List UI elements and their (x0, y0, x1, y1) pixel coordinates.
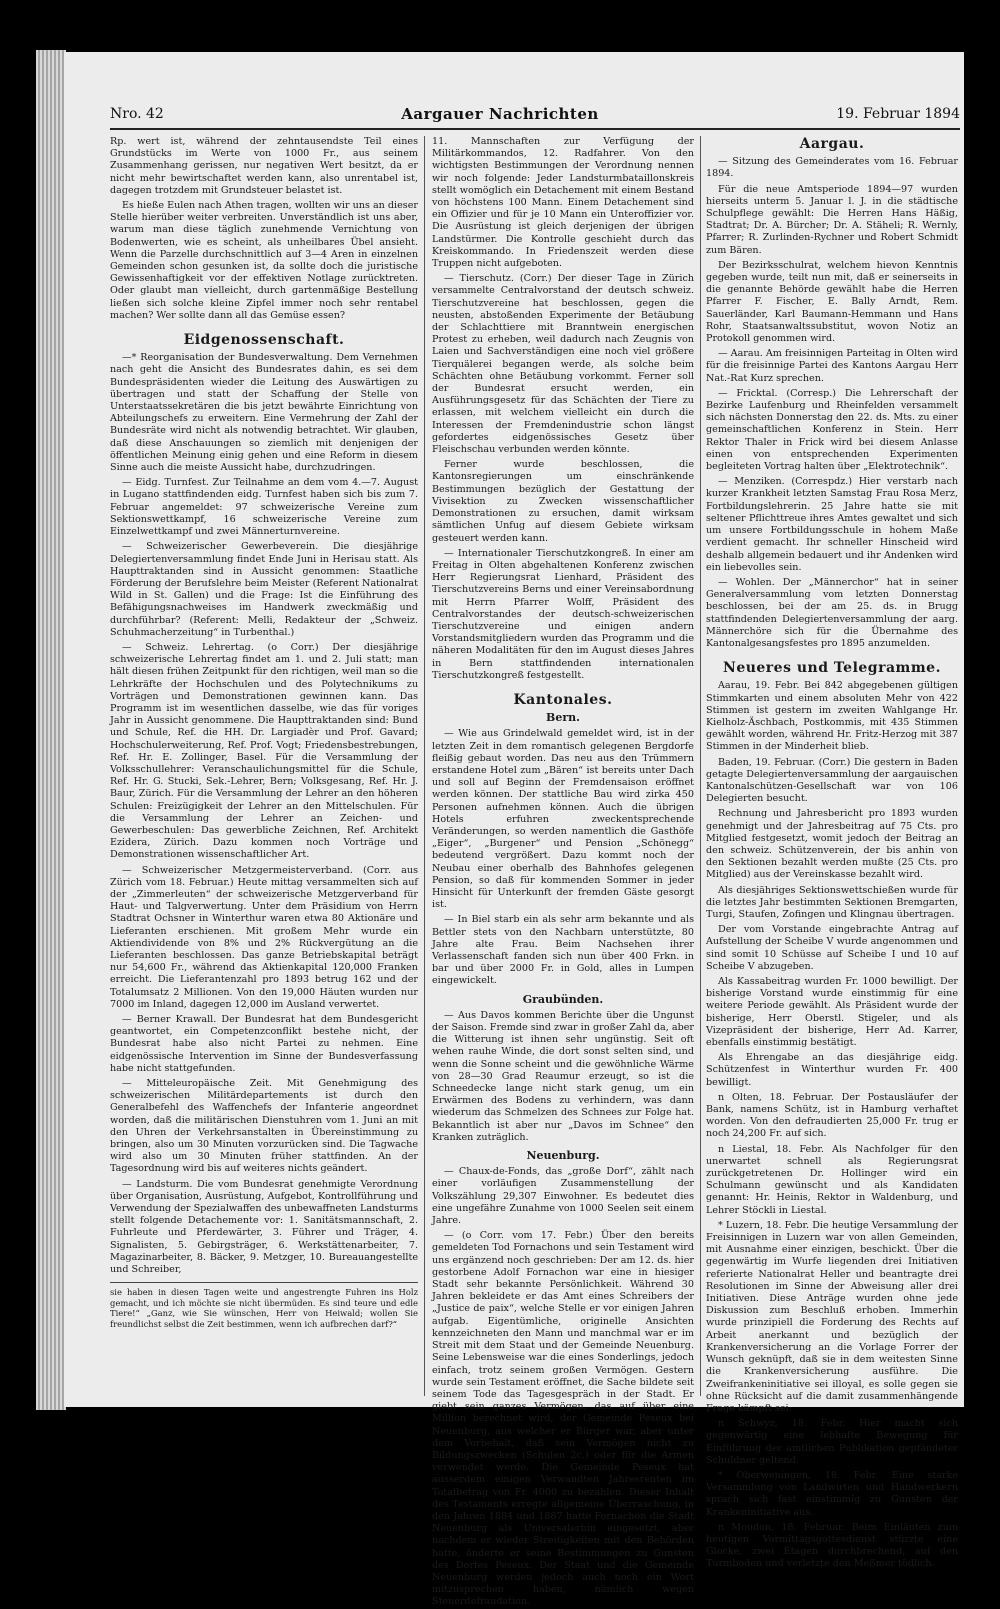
article-paragraph: * Luzern, 18. Febr. Die heutige Versammlung der Freisinnigen in Luzern war von allen Gemeinden, mit Ausnahme einer einzigen, beschickt. Über die gegenwärtig im Wurfe liegenden drei Initiativen referierte Nationalrat Heller und beantragte drei Resolutionen im Sinne der Abweisung aller drei Initiativen. Diese Anträge wurden ohne jede Diskussion zum Beschluß erhoben. Immerhin wurde prinzipiell die Forderung des Rechts auf Arbeit anerkannt und bezüglich der Krankenversicherung an die Vorlage Forrer der Wunsch geknüpft, daß sie in dem weitesten Sinne die Krankenversicherung ausführe. Die Zweifrankeninitiative sei illoyal, es solle gegen sie ohne Rücksicht auf die damit zusammenhängende Frage kämpft sei. (706, 1219, 958, 1414)
article-paragraph: — Aarau. Am freisinnigen Parteitag in Olten wird für die freisinnige Partei des Kantons Aargau Herr Nat.-Rat Kurz sprechen. (706, 348, 958, 384)
article-paragraph: — Aus Davos kommen Berichte über die Ungunst der Saison. Fremde sind zwar in großer Zahl da, aber die Witterung ist ihnen sehr ungünstig. Seit oft wehen rauhe Winde, die dort sonst selten sind, und wenn die Sonne scheint und die gewöhnliche Wärme von 28—30 Grad Reaumur erzeugt, so ist die Schneedecke lange nicht stark genug, um ein Erwärmen des Bodens zu verhindern, was dann wiederum das Schmelzen des Schnees zur Folge hat. Bekanntlich ist aber nur „Davos im Schnee“ den Kranken zuträglich. (432, 1009, 694, 1143)
article-paragraph: Es hieße Eulen nach Athen tragen, wollten wir uns an dieser Stelle hierüber weiter verbreiten. Unverständlich ist uns aber, warum man diese täglich zunehmende Vernichtung von Bodenwerten, wie es scheint, als unheilbares Übel ansieht. Wenn die Parzelle durchschnittlich auf 3—4 Aren in einzelnen Gemeinden schon gesunken ist, da sollte doch die juristische Gewissenhaftigkeit vor der effektiven Notlage zurücktreten. Oder glaubt man vielleicht, durch gartenmäßige Bestellung ließen sich solche kleine Zipfel immer noch sehr rentabel machen? Wer sollte dann all das Gemüse essen? (110, 200, 418, 321)
article-paragraph: — Wie aus Grindelwald gemeldet wird, ist in der letzten Zeit in dem romantisch gelegenen Bergdorfe fleißig gebaut worden. Das neu aus den Trümmern erstandene Hotel zum „Bären“ ist bereits unter Dach und soll auf Beginn der Fremdensaison eröffnet werden können. Der stattliche Bau wird zirka 450 Personen aufnehmen können. Auch die übrigen Hotels erfuhren zweckentsprechende Veränderungen, so werden namentlich die Gasthöfe „Eiger“, „Burgener“ und Pension „Schönegg“ bedeutend vergrößert. Dazu kommt noch der Neubau einer oberhalb des Bahnhofes gelegenen Pension, so daß für kommenden Sommer in jeder Hinsicht für Unterkunft der fremden Gäste gesorgt ist. (432, 728, 694, 911)
section-heading: Aargau. (799, 136, 865, 152)
article-paragraph: — Eidg. Turnfest. Zur Teilnahme an dem vom 4.—7. August in Lugano stattfindenden eidg. Turnfest haben sich bis zum 7. Februar angemeldet: 97 schweizerische Vereine zum Sektionswettkampf, 16 schweizerische Vereine zum Einzelwettkampf und zwei Männerturnvereine. (110, 477, 418, 538)
article-paragraph: * Oberweningen, 18. Febr. Eine starke Versammlung von Landwirten und Handwerkern sprach sich fast einstimmig zu Gunsten der Krankeninitiative aus. (706, 1469, 958, 1518)
article-paragraph: n Liestal, 18. Febr. Als Nachfolger für den unerwartet schnell als Regierungsrat zurückgetretenen Dr. Hollinger wird ein Schulmann gewünscht und als Kandidaten genannt: Hr. Heinis, Rektor in Waldenburg, und Lehrer Stöckli in Liestal. (706, 1143, 958, 1216)
feuilleton-footnote: sie haben in diesen Tagen weite und angestrengte Fuhren ins Holz gemacht, und ich möchte sie nicht übermüden. Es sind teure und edle Tiere!“ „Ganz, wie Sie wünschen, Herr von Heiwald; wollen Sie freundlichst selbst die Zeit bestimmen, wenn ich aufbrechen darf?“ (110, 1282, 418, 1329)
article-paragraph: Als Kassabeitrag wurden Fr. 1000 bewilligt. Der bisherige Vorstand wurde einstimmig für eine weitere Periode gewählt. Als Präsident wurde der bisherige, Herr Oberstl. Stigeler, und als Vizepräsident der bisherige, Herr Ad. Karrer, ebenfalls einstimmig bestätigt. (706, 976, 958, 1049)
article-paragraph: — Landsturm. Die vom Bundesrat genehmigte Verordnung über Organisation, Ausrüstung, Aufgebot, Kontrollführung und Verwendung der Spezialwaffen des unbewaffneten Landsturms stellt folgende Detachemente vor: 1. Sanitätsmannschaft, 2. Fuhrleute und Pferdewärter, 3. Führer und Träger, 4. Signalisten, 5. Gebirgsträger, 6. Werkstättenarbeiter, 7. Magazinarbeiter, 8. Bäcker, 9. Metzger, 10. Bureauangestellte und Schreiber, (110, 1178, 418, 1276)
newspaper-title: Aargauer Nachrichten (401, 105, 599, 123)
subsection-heading: Graubünden. (522, 992, 604, 1006)
article-paragraph: n Schwyz, 18. Febr. Hier macht sich gegenwärtig eine lebhafte Bewegung für Einführung der amtlichen Publikation gepfändeter Schuldner geltend. (706, 1418, 958, 1466)
article-paragraph: Ferner wurde beschlossen, die Kantonsregierungen um einschränkende Bestimmungen bezüglich der Gestattung der Vivisektion zu Zwecken wissenschaftlicher Demonstrationen zu ersuchen, damit wirksam sämtlichen Unfug auf diesem Gebiete wirksam gesteuert werden kann. (432, 459, 694, 544)
subsection-heading: Neuenburg. (526, 1149, 600, 1163)
article-paragraph: Rechnung und Jahresbericht pro 1893 wurden genehmigt und der Jahresbeitrag auf 75 Cts. pro Mitglied festgesetzt, womit jedoch der Beitrag an den schweiz. Schützenverein, der bis anhin von den Sektionen bezahlt werden mußte (25 Cts. pro Mitglied) aus der Vereinskasse bezahlt wird. (706, 808, 958, 881)
page-edge-stack (36, 50, 66, 1410)
article-paragraph: — Tierschutz. (Corr.) Der dieser Tage in Zürich versammelte Centralvorstand der deutsch schweiz. Tierschutzvereine hat beschlossen, gegen die neusten, abstoßenden Experimente der Betäubung der Schlachttiere mit Branntwein energischen Protest zu erheben, weil dadurch nach Zeugnis von Laien und Sachverständigen eine noch viel größere Tierquälerei begangen werde, als solche beim Schächten ohne Betäubung vorkommt. Ferner soll der Bundesrat ersucht werden, ein Ausführungsgesetz für das Schächten der Tiere zu erlassen, mit welchem vielleicht ein durch die Interessen der Fremdenindustrie schon längst gefordertes eidgenössisches Gesetz über Fleischschau verbunden werden könnte. (432, 273, 694, 456)
column-divider (700, 136, 701, 1396)
column-1 (110, 136, 418, 1396)
article-paragraph: Aarau, 19. Febr. Bei 842 abgegebenen gültigen Stimmkarten und einem absoluten Mehr von 422 Stimmen ist gestern im zweiten Wahlgange Hr. Kielholz-Äschbach, Postkommis, mit 435 Stimmen gewählt worden, während Hr. Fritz-Herzog mit 387 Stimmen in der Minderheit blieb. (706, 680, 958, 753)
article-paragraph: Als Ehrengabe an das diesjährige eidg. Schützenfest in Winterthur wurden Fr. 400 bewilligt. (706, 1052, 958, 1088)
article-paragraph: —* Reorganisation der Bundesverwaltung. Dem Vernehmen nach geht die Ansicht des Bundesrates dahin, es sei dem Bundespräsidenten wieder die Leitung des Auswärtigen zu übertragen und statt der Schaffung der Stelle von Unterstaatssekretären die bis jetzt bewährte Einrichtung von Abteilungschefs zu erweitern. Eine Vermehrung der Zahl der Bundesräte wird nicht als notwendig betrachtet. Wir glauben, daß diese Anschauungen so ziemlich mit denjenigen der öffentlichen Meinung einig gehen und eine Reform in diesem Sinne auch die meiste Aussicht habe, durchzudringen. (110, 352, 418, 474)
issue-date: 19. Februar 1894 (836, 106, 960, 122)
article-paragraph: — Schweizerischer Gewerbeverein. Die diesjährige Delegiertenversammlung findet Ende Juni in Herisau statt. Als Haupttraktanden sind in Aussicht genommen: Staatliche Förderung der Berufslehre beim Meister (Referent Nationalrat Wild in St. Gallen) und die Frage: Ist die Einführung des Befähigungsnachweises im Handwerk zweckmäßig und durchführbar? (Referent: Melli, Redakteur der „Schweiz. Schuhmacherzeitung“ in Turbenthal.) (110, 541, 418, 638)
article-paragraph: — Chaux-de-Fonds, das „große Dorf“, zählt nach einer vorläufigen Zusammenstellung der Volkszählung 29,307 Einwohner. Es bedeutet dies eine ungefähre Zunahme von 1000 Seelen seit einem Jahre. (432, 1166, 694, 1227)
article-paragraph: — Wohlen. Der „Männerchor“ hat in seiner Generalversammlung vom letzten Donnerstag beschlossen, bei der am 25. ds. in Brugg stattfindenden Delegiertenversammlung der aarg. Männerchöre sich für die Übernahme des Kantonalgesangsfestes pro 1895 anzumelden. (706, 576, 958, 649)
article-paragraph: 11. Mannschaften zur Verfügung der Militärkommandos, 12. Radfahrer. Von den wichtigsten Bestimmungen der Verordnung nennen wir noch folgende: Jeder Landsturmbataillonskreis stellt womöglich ein Detachement mit einem Bestand von höchstens 100 Mann. Einem Detachement sind ein Offizier und für je 10 Mann ein Unteroffizier vor. Die Ausrüstung ist gleich derjenigen der übrigen Landstürmer. Die Kontrolle geschieht durch das Kreiskommando. In Friedenszeit werden diese Truppen nicht aufgeboten. (432, 136, 694, 270)
article-paragraph: — Schweiz. Lehrertag. (o Corr.) Der diesjährige schweizerische Lehrertag findet am 1. und 2. Juli statt; man hält diesen frühen Zeitpunkt für den richtigen, weil man so die Lehrkräfte der Hochschulen und des Polytechnikums zu Vorträgen und Demonstrationen gewinnen kann. Das Programm ist im wesentlichen dasselbe, wie das für voriges Jahr in Aussicht genommene. Die Haupttraktanden sind: Bund und Schule, Ref. die HH. Dr. Largiadèr und Prof. Gavard; Hochschulerweiterung, Ref. Prof. Vogt; Friedensbestrebungen, Ref. Hr. E. Zollinger, Basel. Für die Versammlung der Volksschullehrer: Veranschaulichungsmittel für die Schule, Ref. Hr. G. Stucki, Sek.-Lehrer, Bern; Volksgesang, Ref. Hr. J. Baur, Zürich. Für die Versammlung der Lehrer an den höheren Schulen: Freizügigkeit der Lehrer an den Mittelschulen. Für die Versammlung der Lehrer an Zeichen- und Gewerbeschulen: Das gewerbliche Zeichnen, Ref. Architekt Ezidera, Zürich. Dazu kommen noch Vorträge und Demonstrationen wissenschaftlicher Art. (110, 641, 418, 861)
article-paragraph: Für die neue Amtsperiode 1894—97 wurden hierseits unterm 5. Januar l. J. in die städtische Schulpflege gewählt: Die Herren Hans Häßig, Stadtrat; Dr. A. Bürcher; Dr. A. Stäheli; R. Wernly, Pfarrer; R. Zurlinden-Rychner und Robert Schmidt zum Bären. (706, 183, 958, 256)
article-paragraph: — Fricktal. (Corresp.) Die Lehrerschaft der Bezirke Laufenburg und Rheinfelden versammelt sich nächsten Donnerstag den 22. ds. Mts. zu einer gemeinschaftlichen Konferenz in Stein. Herr Rektor Thaler in Frick wird bei diesem Anlasse einen von entsprechenden Experimenten begleiteten Vortrag halten über „Elektrotechnik“. (706, 387, 958, 473)
article-paragraph: — Menziken. (Correspdz.) Hier verstarb nach kurzer Krankheit letzten Samstag Frau Rosa Merz, Fortbildungslehrerin. 25 Jahre hatte sie mit seltener Pflichttreue ihres Amtes gewaltet und sich um unsere Fortbildungsschule in hohem Maße verdient gemacht. Ihr schneller Hinscheid wird deshalb allgemein bedauert und ihr Andenken wird ein liebevolles sein. (706, 476, 958, 573)
article-paragraph: — Schweizerischer Metzgermeisterverband. (Corr. aus Zürich vom 18. Februar.) Heute mittag versammelten sich auf der „Zimmerleuten“ der schweizerische Metzgerverband für Haut- und Talgverwertung. Unter dem Präsidium von Herrn Stadtrat Ochsner in Winterthur waren etwa 80 Aktionäre und Lieferanten erschienen. Mit großem Mehr wurde ein Aktiendividende von 8% und 2% Rückvergütung an die Lieferanten beschlossen. Das ganze Betriebskapital beträgt nur 54,600 Fr., während das Aktienkapital 120,000 Franken erreicht. Die Lieferantenzahl pro 1893 betrug 162 und der Totalumsatz 2 Millionen. Von den 19,000 Häuten wurden nur 7000 im Inland, dagegen 12,000 im Ausland verwertet. (110, 864, 418, 1010)
article-paragraph: Der vom Vorstande eingebrachte Antrag auf Aufstellung der Scheibe V wurde angenommen und sind somit 10 Schüsse auf Scheibe I und 10 auf Scheibe V abzugeben. (706, 924, 958, 972)
article-paragraph: — Sitzung des Gemeinderates vom 16. Februar 1894. (706, 156, 958, 180)
column-2 (432, 136, 694, 1608)
subsection-heading: Bern. (546, 711, 580, 725)
masthead (110, 102, 960, 126)
article-paragraph: — In Biel starb ein als sehr arm bekannte und als Bettler stets von den Nachbarn unterstützte, 80 Jahre alte Frau. Beim Nachsehen ihrer Verlassenschaft fanden sich nun über 400 Frkn. in bar und über 2000 Fr. in Gold, alles in Lumpen eingewickelt. (432, 914, 694, 987)
section-heading: Neueres und Telegramme. (723, 660, 941, 677)
article-paragraph: — Mitteleuropäische Zeit. Mit Genehmigung des schweizerischen Militärdepartements ist durch den Generalbefehl des Waffenchefs der Infanterie angeordnet worden, daß die militärischen Dienstuhren vom 1. Juni an mit den Uhren der Verkehrsanstalten in Übereinstimmung zu bringen, also um 30 Minuten vorzurücken sind. Die Tagwache wird also um 30 Minuten früher stattfinden. An der Tagesordnung wird bis auf weiteres nichts geändert. (110, 1078, 418, 1175)
article-paragraph: n Moudon, 18. Februar. Beim Einläuten zum heutigen Vormittagsgottesdienst stürzte eine Glocke, zwei Etagen durchbrechend, auf den Turmboden und verletzte den Meßmer tödlich. (706, 1521, 958, 1570)
column-3 (706, 136, 958, 1570)
article-paragraph: Rp. wert ist, während der zehntausendste Teil eines Grundstücks im Werte von 1000 Fr., aus seinem Zusammenhang gerissen, nur negativen Wert besitzt, da er nicht mehr bewirtschaftet werden kann, also unrentabel ist, dagegen trotzdem mit Grundsteuer belastet ist. (110, 136, 418, 196)
issue-number: Nro. 42 (110, 106, 164, 122)
header-rule (110, 128, 960, 130)
section-heading: Kantonales. (513, 691, 613, 708)
article-paragraph: Der Bezirksschulrat, welchem hievon Kenntnis gegeben wurde, teilt nun mit, daß er seinerseits in die genannte Behörde gewählt habe die Herren Pfarrer F. Fischer, E. Bally Arndt, Rem. Sauerländer, Karl Baumann-Hemmann und Hans Rohr, Staatsanwaltssubstitut, wovon Notiz an Protokoll genommen wird. (706, 259, 958, 345)
article-paragraph: — Berner Krawall. Der Bundesrat hat dem Bundesgericht geantwortet, ein Competenzconflikt bestehe nicht, der Bundesrat habe also nicht Partei zu nehmen. Eine eidgenössische Intervention im Sinne der Bundesverfassung habe nicht stattgefunden. (110, 1014, 418, 1074)
article-paragraph: Als diesjähriges Sektionswettschießen wurde für die letztes Jahr bestimmten Sektionen Bremgarten, Turgi, Staufen, Zofingen und Klingnau übertragen. (706, 884, 958, 920)
article-paragraph: — Internationaler Tierschutzkongreß. In einer am Freitag in Olten abgehaltenen Konferenz zwischen Herr Regierungsrat Lienhard, Präsident des Tierschutzvereins Berns und einer Vereinsabordnung mit Herrn Pfarrer Wolff, Präsident des Centralvorstandes der deutsch-schweizerischen Tierschutzvereine und einigen andern Vorstandsmitgliedern wurden das Programm und die näheren Modalitäten für den im August dieses Jahres in Bern stattfindenden internationalen Tierschutzkongreß festgestellt. (432, 547, 694, 681)
article-paragraph: n Olten, 18. Februar. Der Postausläufer der Bank, namens Schütz, ist in Hamburg verhaftet worden. Von den defraudierten 25,000 Fr. trug er noch 24,200 Fr. auf sich. (706, 1091, 958, 1140)
section-heading: Eidgenossenschaft. (183, 332, 345, 349)
article-paragraph: Baden, 19. Februar. (Corr.) Die gestern in Baden getagte Delegiertenversammlung der aargauischen Kantonalschützen-Gesellschaft war von 106 Delegierten besucht. (706, 756, 958, 805)
column-divider (424, 136, 425, 1396)
article-paragraph: — (o Corr. vom 17. Febr.) Über den bereits gemeldeten Tod Fornachons und sein Testament wird uns ergänzend noch geschrieben: Der am 12. ds. hier gestorbene Adolf Fornachon war eine in hiesiger Stadt sehr bekannte Persönlichkeit. Während 30 Jahren bekleidete er das Amt eines Schreibers der „Justice de paix“, welche Stelle er vor einigen Jahren aufgab. Eigentümliche, originelle Ansichten kennzeichneten den Mann und manchmal war er im Streit mit dem Staat und der Gemeinde Neuenburg. Seine Lebensweise war die eines Sonderlings, jedoch einfach, trotz seinem großen Vermögen. Gestern wurde sein Testament eröffnet, die Sache bildete seit seinem Tode das Tagesgespräch in der Stadt. Er giebt sein ganzes Vermögen, das auf über eine Million berechnet wird, der Gemeinde Peseux bei Neuenburg, aus welcher er Bürger war, aber unter dem Vorbehalt, daß sein Vermögen nicht zu Bildungszwecken (Schulen 2c.) oder für die Armen verwendet werde. Die Gemeinde Peseux hat ausserdem einigen Verwandten Jahresrenten im Totalbetrag von Fr. 4000 zu bezahlen. Dieser Inhalt des Testaments erregte allgemeine Überraschung, in den Jahren 1884 und 1887 hatte Fornachon die Stadt Neuenburg als Universalerbin eingesetzt, aber nachdem er wieder Streitigkeiten mit den Behörden hatte, änderte er seine Bestimmungen zu Gunsten des Dorfes Peseux. Der Staat und die Gemeinde Neuenburg werden jedoch auch noch ein Wort mitzusprechen haben, nämlich wegen Steuerdefraudation. (432, 1230, 694, 1608)
